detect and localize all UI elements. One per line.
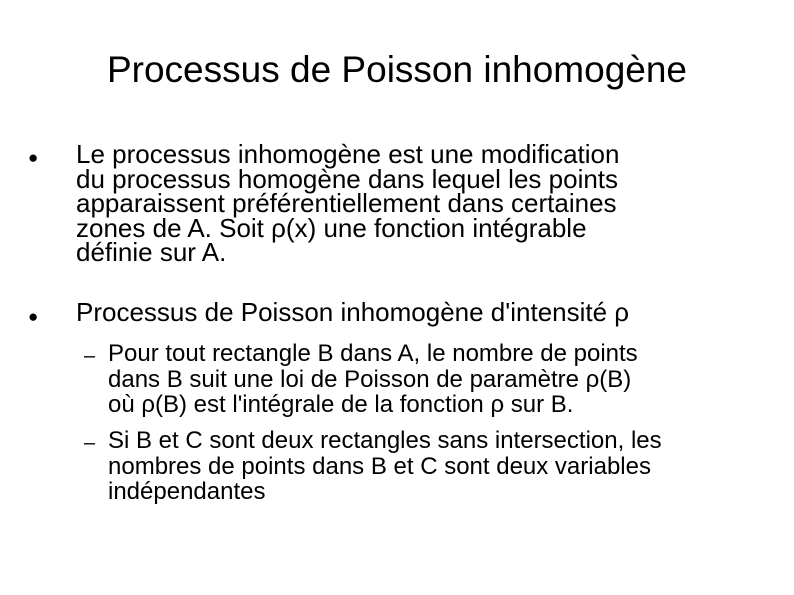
bullet-line: zones de A. Soit ρ(x) une fonction intégrable	[76, 212, 587, 243]
subbullet-item	[108, 428, 778, 505]
dash-icon: –	[84, 432, 96, 454]
bullet-line: Processus de Poisson inhomogène d'intensité ρ	[76, 297, 630, 327]
bullet-icon: ●	[28, 307, 39, 326]
bullet-line: définie sur A.	[76, 237, 227, 267]
subbullet-item	[108, 341, 778, 418]
subbullet-line: Si B et C sont deux rectangles sans intersection, les	[108, 427, 662, 454]
slide-title: Processus de Poisson inhomogène	[106, 49, 688, 90]
subbullet-line: dans B suit une loi de Poisson de paramètre ρ(B)	[108, 365, 632, 393]
bullet-icon: ●	[28, 148, 39, 167]
subbullet-line: où ρ(B) est l'intégrale de la fonction ρ sur B.	[108, 391, 574, 418]
bullet-item	[76, 297, 776, 327]
bullet-item	[76, 139, 776, 267]
bullet-line: Le processus inhomogène est une modification	[76, 139, 620, 169]
subbullet-line: nombres de points dans B et C sont deux variables	[108, 452, 651, 480]
bullet-line: apparaissent préférentiellement dans certaines	[76, 188, 617, 218]
dash-icon: –	[84, 345, 96, 367]
subbullet-line: indépendantes	[108, 478, 266, 505]
bullet-line: du processus homogène dans lequel les points	[76, 163, 619, 194]
subbullet-line: Pour tout rectangle B dans A, le nombre de points	[108, 340, 638, 367]
